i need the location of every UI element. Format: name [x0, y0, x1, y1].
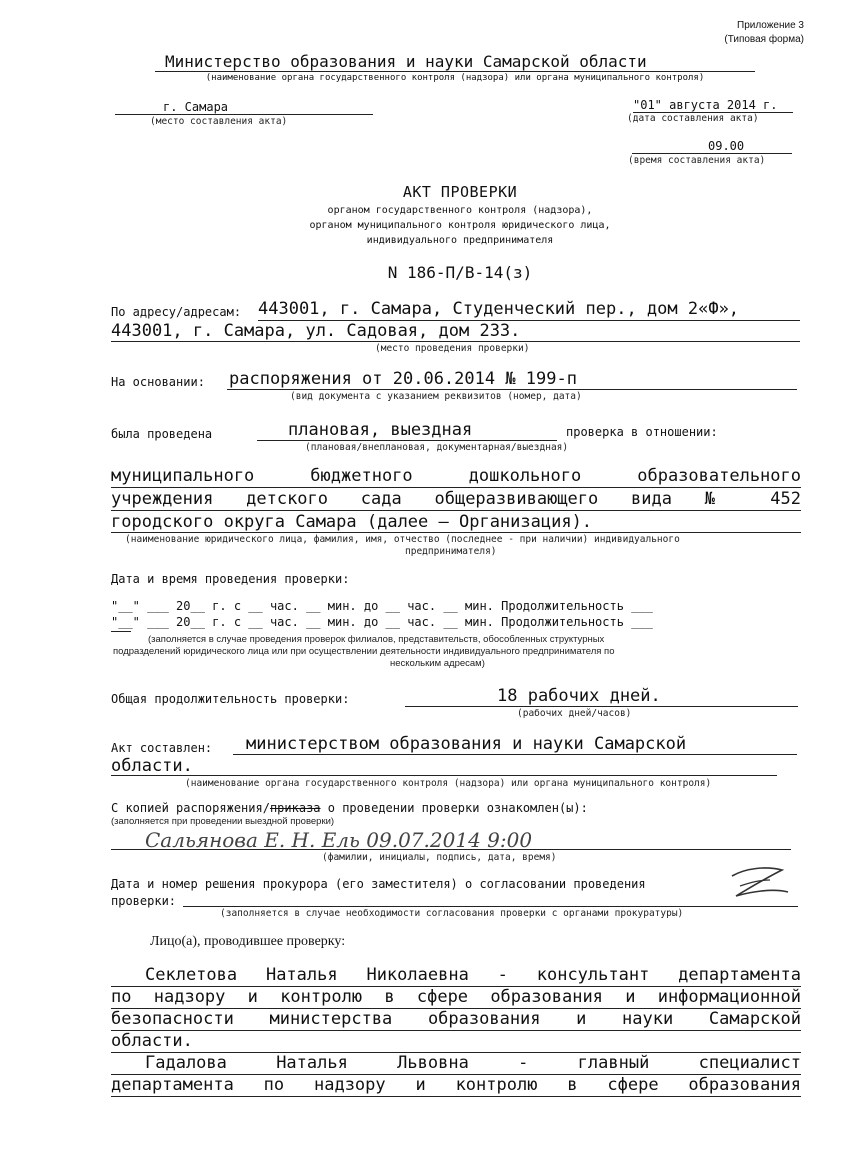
datetime-row-2: "__" ___ 20__ г. с __ час. __ мин. до __ час. __ мин. Продолжительность ___: [111, 615, 653, 629]
act-date: "01" августа 2014 г.: [633, 98, 778, 112]
composed-line-1: министерством образования и науки Самарской: [246, 734, 687, 754]
duration-value: 18 рабочих дней.: [497, 686, 661, 706]
prosecutor-line-1: Дата и номер решения прокурора (его заместителя) о согласовании проведения: [111, 877, 646, 891]
address-label: По адресу/адресам:: [111, 305, 242, 319]
conducted-suffix: проверка в отношении:: [566, 425, 718, 439]
basis-caption: (вид документа с указанием реквизитов (номер, дата): [290, 391, 582, 402]
composed-caption: (наименование органа государственного контроля (надзора) или органа муниципального контроля): [185, 778, 712, 789]
basis-label: На основании:: [111, 375, 205, 389]
organization-line-3: городского округа Самара (далее – Организация).: [111, 512, 593, 532]
title-sub-3: индивидуального предпринимателя: [366, 235, 554, 246]
date-caption: (дата составления акта): [627, 113, 759, 124]
signature-mark: [726, 862, 794, 902]
duration-label: Общая продолжительность проверки:: [111, 692, 350, 706]
datetime-caption-3: нескольким адресам): [390, 658, 485, 669]
copy-caption-a: (заполняется при проведении выездной проверки): [111, 816, 335, 827]
copy-text-struck: приказа: [269, 801, 321, 815]
conducted-label: была проведена: [111, 427, 213, 441]
prosecutor-line-2: проверки:: [111, 894, 177, 908]
duration-caption: (рабочих дней/часов): [517, 708, 632, 719]
organization-line-1: муниципального бюджетного дошкольного образовательного: [111, 466, 801, 486]
inspector-line-4: области.: [111, 1031, 193, 1051]
datetime-row-1: "__" ___ 20__ г. с __ час. __ мин. до __ час. __ мин. Продолжительность ___: [111, 599, 653, 613]
organization-line-2: учреждения детского сада общеразвивающего вида № 452: [111, 489, 801, 509]
form-type-label: (Типовая форма): [724, 34, 804, 45]
act-title: АКТ ПРОВЕРКИ: [402, 183, 518, 201]
address-caption: (место проведения проверки): [375, 343, 530, 354]
ministry-name: Министерство образования и науки Самарской области: [165, 52, 647, 71]
conducted-caption: (плановая/внеплановая, документарная/выездная): [305, 442, 569, 453]
address-line-1: 443001, г. Самара, Студенческий пер., дом 2«Ф»,: [258, 299, 740, 319]
inspector-line-2: по надзору и контролю в сфере образования и информационной: [111, 987, 801, 1007]
inspector-line-3: безопасности министерства образования и науки Самарской: [111, 1009, 801, 1029]
datetime-label: Дата и время проведения проверки:: [111, 572, 350, 586]
inspector-line-5: Гадалова Наталья Львовна - главный специалист: [145, 1053, 801, 1073]
datetime-caption-1: (заполняется в случае проведения проверок филиалов, представительств, обособленных структурных: [148, 634, 605, 645]
place-value: г. Самара: [163, 100, 229, 114]
organization-caption-2: предпринимателя): [405, 546, 497, 557]
inspector-line-1: Секлетова Наталья Николаевна - консультант департамента: [145, 965, 801, 985]
copy-text-b: о проведении проверки ознакомлен(ы):: [320, 801, 588, 815]
handwritten-signature: Сальянова Е. Н. Ель 09.07.2014 9:00: [145, 828, 533, 852]
address-line-2: 443001, г. Самара, ул. Садовая, дом 233.: [111, 321, 521, 341]
prosecutor-caption: (заполняется в случае необходимости согласования проверки с органами прокуратуры): [220, 908, 684, 919]
title-sub-1: органом государственного контроля (надзора),: [327, 205, 593, 216]
act-number: N 186-П/В-14(з): [387, 263, 533, 282]
place-caption: (место составления акта): [150, 116, 288, 127]
copy-text: [111, 801, 588, 815]
composed-label: Акт составлен:: [111, 741, 213, 755]
composed-line-2: области.: [111, 756, 193, 776]
title-sub-2: органом муниципального контроля юридического лица,: [309, 220, 611, 231]
organization-caption-1: (наименование юридического лица, фамилия, имя, отчество (последнее - при наличии) индивидуального: [125, 534, 680, 545]
copy-text-a: С копией распоряжения/: [111, 801, 270, 815]
act-time: 09.00: [708, 139, 745, 153]
basis-value: распоряжения от 20.06.2014 № 199-п: [229, 369, 577, 389]
appendix-label: Приложение 3: [737, 20, 804, 31]
ministry-caption: (наименование органа государственного контроля (надзора) или органа муниципального контроля): [205, 73, 705, 83]
time-caption: (время составления акта): [628, 155, 766, 166]
copy-caption-b: (фамилии, инициалы, подпись, дата, время): [322, 852, 557, 863]
inspector-line-6: департамента по надзору и контролю в сфере образования: [111, 1075, 801, 1095]
datetime-caption-2: подразделений юридического лица или при осуществлении деятельности индивидуального предпринимателя по: [113, 646, 615, 657]
inspectors-heading: Лицо(а), проводившее проверку:: [150, 934, 346, 949]
conducted-value: плановая, выездная: [288, 420, 473, 440]
